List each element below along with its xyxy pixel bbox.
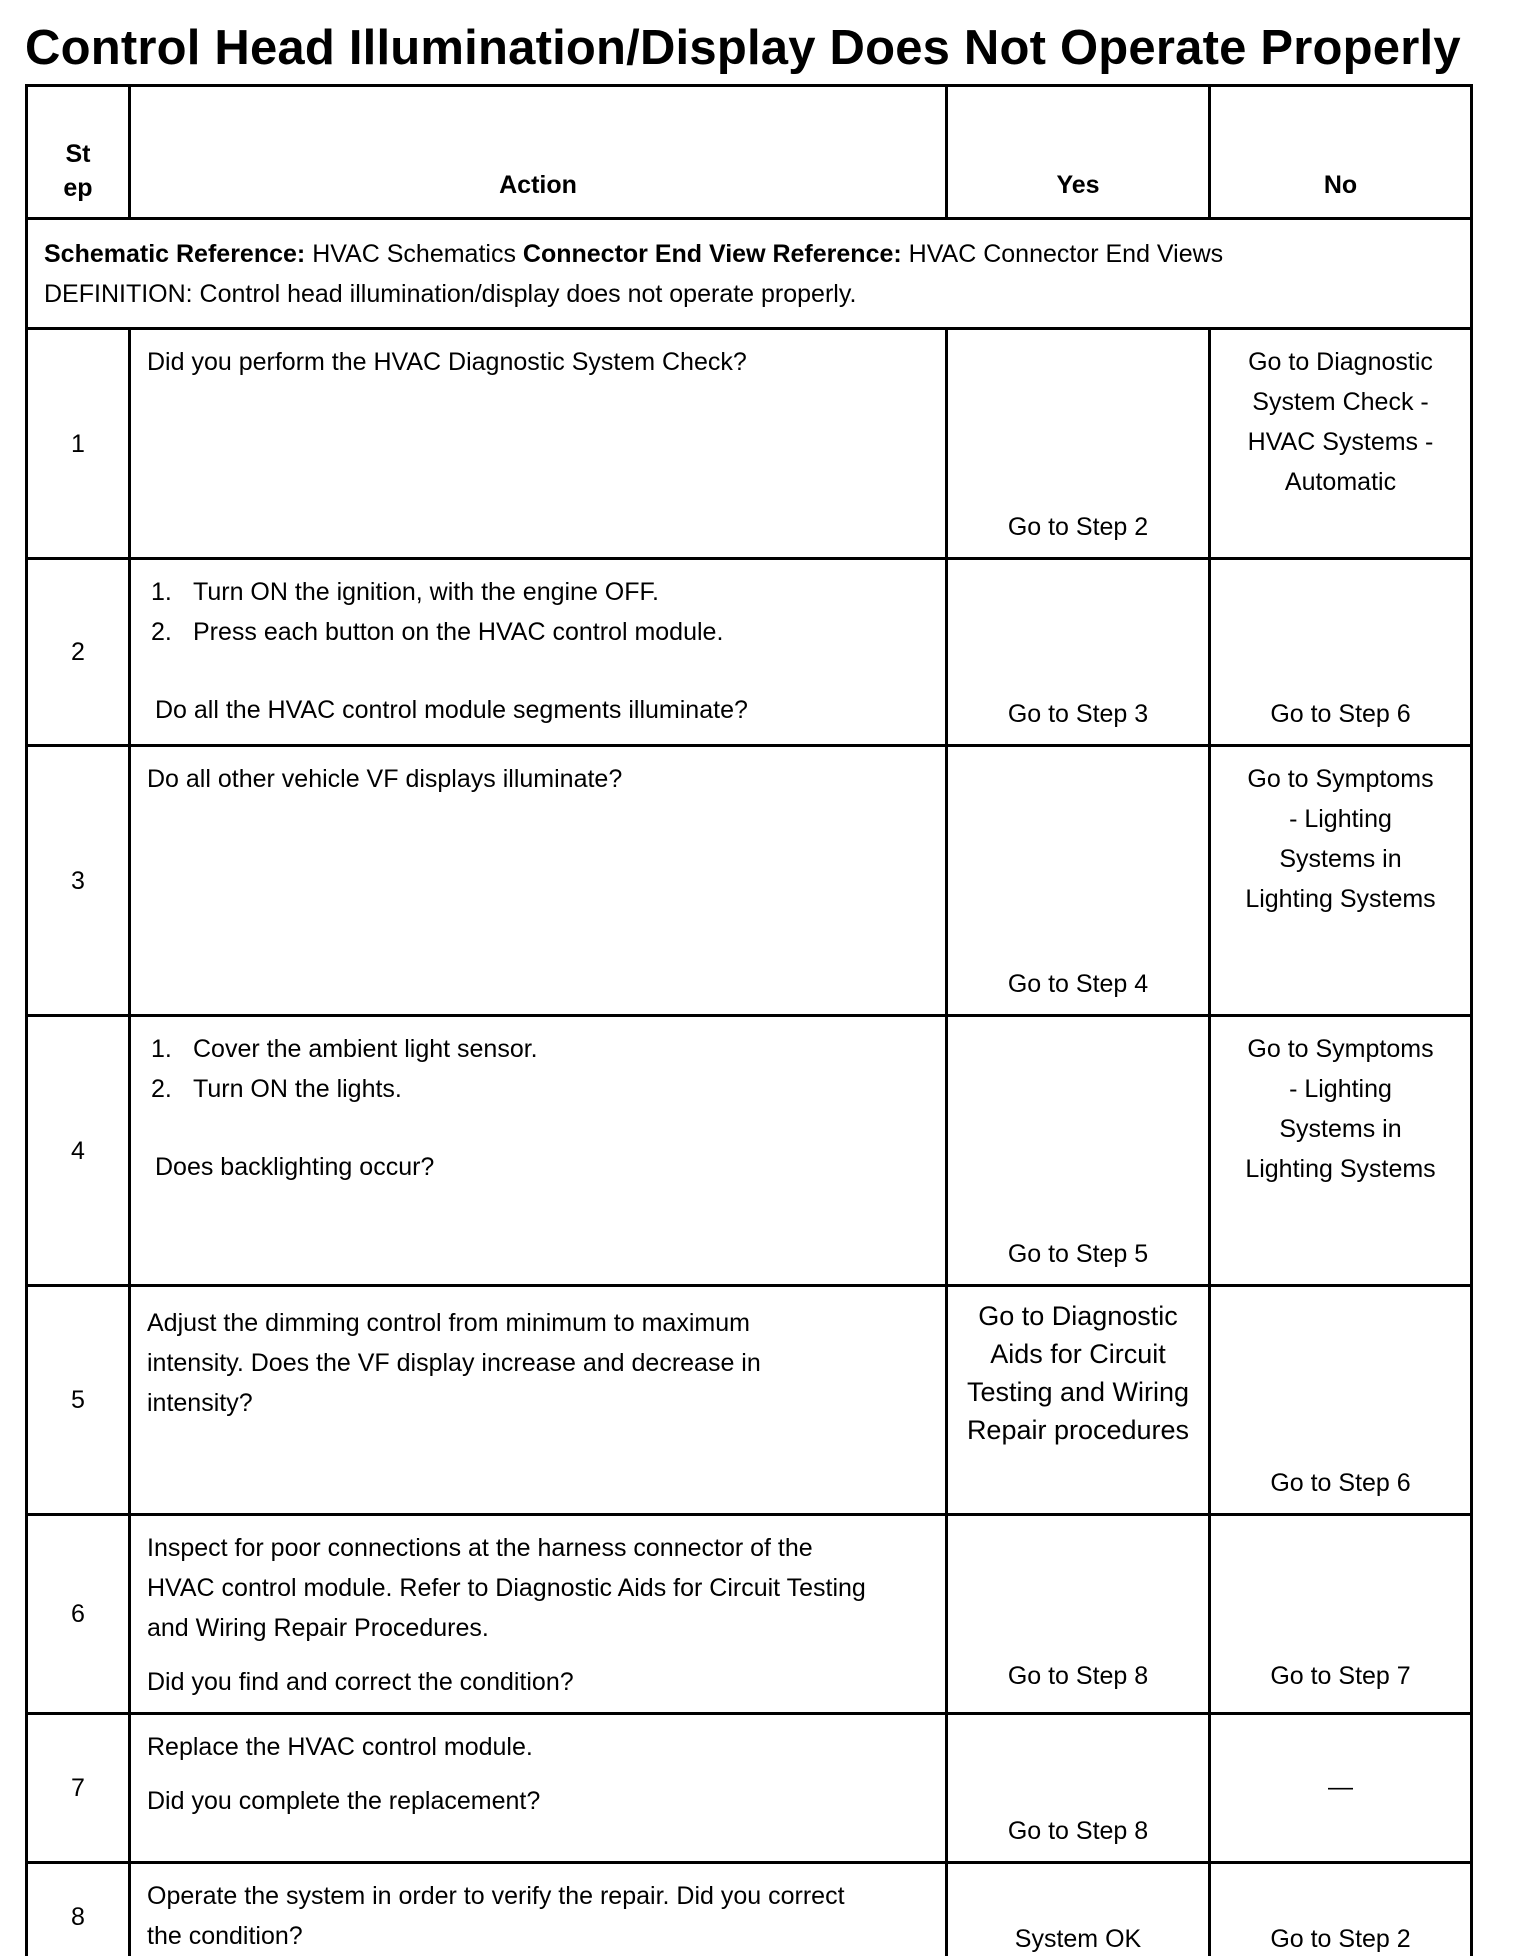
question-text: Did you find and correct the condition? [147,1668,574,1696]
action-cell [130,1016,947,1286]
step-number: 6 [27,1515,130,1714]
table-row [27,1286,1472,1515]
yes-result[interactable]: Go to Step 2 [947,329,1210,559]
action-text: Adjust the dimming control from minimum to maximum intensity. Does the VF display increase and decrease in intensity? [130,1286,947,1515]
list-item [147,572,929,612]
connector-reference-label: Connector End View Reference: [522,240,902,268]
action-cell [130,559,947,746]
substep-text: Cover the ambient light sensor. [193,1035,538,1063]
action-text: Do all other vehicle VF displays illuminate? [130,746,947,1016]
no-result[interactable]: Go to Step 2 [1210,1863,1472,1956]
no-result[interactable]: Go to Step 6 [1210,559,1472,746]
substep-number: 2. [151,618,172,646]
no-result[interactable]: Go to Step 6 [1210,1286,1472,1515]
table-row [27,1863,1472,1956]
diagnostic-table [25,84,1473,1956]
header-row [27,86,1472,219]
substep-text: Turn ON the lights. [193,1075,402,1103]
table-row [27,746,1472,1016]
no-result[interactable]: Go to Symptoms - Lighting Systems in Lighting Systems [1210,746,1472,1016]
header-step-line2: ep [63,174,93,202]
yes-result[interactable]: Go to Step 5 [947,1016,1210,1286]
step-number: 7 [27,1714,130,1863]
substep-text: Turn ON the ignition, with the engine OFF. [193,578,659,606]
yes-result[interactable]: Go to Step 4 [947,746,1210,1016]
table-row [27,1016,1472,1286]
table-row [27,1515,1472,1714]
schematic-reference-link[interactable]: HVAC Schematics [312,240,516,268]
no-result[interactable]: Go to Diagnostic System Check - HVAC Systems - Automatic [1210,329,1472,559]
substep-number: 1. [151,578,172,606]
question-text: Do all the HVAC control module segments illuminate? [155,696,748,724]
header-action: Action [130,86,947,219]
schematic-reference-label: Schematic Reference: [44,240,306,268]
list-item [147,1029,929,1069]
yes-result[interactable]: System OK [947,1863,1210,1956]
connector-reference-link[interactable]: HVAC Connector End Views [908,240,1224,268]
table-row [27,1714,1472,1863]
action-cell [130,1714,947,1863]
substep-list [147,1029,929,1109]
substep-number: 2. [151,1075,172,1103]
table-row [27,329,1472,559]
step-number: 1 [27,329,130,559]
yes-result[interactable]: Go to Step 8 [947,1714,1210,1863]
table-row [27,559,1472,746]
reference-row [27,219,1472,329]
page-title: Control Head Illumination/Display Does Not Operate Properly [25,21,1461,75]
action-text: Did you perform the HVAC Diagnostic System Check? [130,329,947,559]
no-result[interactable]: Go to Symptoms - Lighting Systems in Lighting Systems [1210,1016,1472,1286]
definition-text: DEFINITION: Control head illumination/display does not operate properly. [44,280,857,308]
yes-result[interactable]: Go to Diagnostic Aids for Circuit Testing and Wiring Repair procedures [947,1286,1210,1515]
step-number: 3 [27,746,130,1016]
header-yes: Yes [947,86,1210,219]
step-number: 5 [27,1286,130,1515]
no-result[interactable]: Go to Step 7 [1210,1515,1472,1714]
step-number: 2 [27,559,130,746]
step-number: 8 [27,1863,130,1956]
question-text: Did you complete the replacement? [147,1787,541,1815]
no-result: — [1210,1714,1472,1863]
list-item [147,1069,929,1109]
list-item [147,612,929,652]
header-no: No [1210,86,1472,219]
action-text: Replace the HVAC control module. [147,1733,533,1761]
yes-result[interactable]: Go to Step 3 [947,559,1210,746]
action-text: Operate the system in order to verify the repair. Did you correct the condition? [130,1863,947,1956]
action-cell [130,1515,947,1714]
question-text: Does backlighting occur? [155,1153,435,1181]
yes-result[interactable]: Go to Step 8 [947,1515,1210,1714]
reference-cell [27,219,1472,329]
action-text: Inspect for poor connections at the harness connector of the HVAC control module. Refer to Diagnostic Aids for Circuit Testing and Wiring Repair Procedures. [147,1534,866,1642]
step-number: 4 [27,1016,130,1286]
substep-text: Press each button on the HVAC control module. [193,618,724,646]
header-step-line1: St [65,140,91,168]
header-step [27,86,130,219]
substep-list [147,572,929,652]
substep-number: 1. [151,1035,172,1063]
